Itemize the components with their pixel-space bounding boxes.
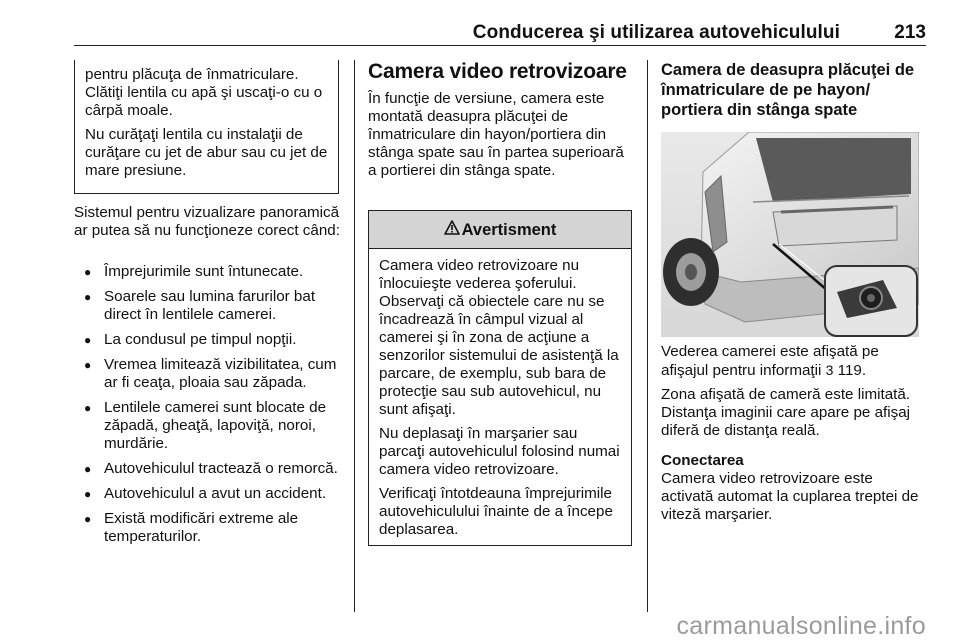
note-paragraph: pentru plăcuţa de înmatriculare. Clătiţi lentila cu apă şi uscaţi-o cu o cârpă moale. xyxy=(85,66,323,119)
connection-subheading: Conectarea xyxy=(661,452,744,469)
column-right xyxy=(661,60,929,530)
warning-paragraph: Nu deplasaţi în marşarier sau parcaţi autovehiculul folosind numai camera video retrovizoare. xyxy=(379,425,620,478)
page-number: 213 xyxy=(894,22,926,43)
warning-paragraph: Camera video retrovizoare nu înlocuieşte vederea şoferului. Observaţi că obiectele care nu se încadrează în câmpul vizual al camerei şi în zona de acţiune a senzorilor sistemului de asistenţă la parcare, de exemplu, sub bara de protecţie sau sub autovehicul, nu sunt afişaţi. xyxy=(379,257,619,418)
section-intro: În funcţie de versiune, camera este montată deasupra plăcuţei de înmatriculare din hayon/portiera din stânga spate sau în partea superioară a portierei din stânga spate. xyxy=(368,90,624,179)
display-info-paragraph: Vederea camerei este afişată pe afişajul pentru informaţii 3 119. xyxy=(661,343,879,379)
warning-paragraph: Verificaţi întotdeauna împrejurimile autovehiculului înainte de a începe deplasarea. xyxy=(379,485,613,538)
rear-camera-illustration xyxy=(661,132,919,337)
warning-box xyxy=(368,210,632,546)
column-divider-2 xyxy=(647,60,648,612)
note-paragraph: Nu curăţaţi lentila cu instalaţii de curăţare cu jet de abur sau cu jet de mare presiune. xyxy=(85,126,328,179)
page-header-title: Conducerea şi utilizarea autovehiculului xyxy=(472,22,840,43)
list-item: ● Vremea limitează vizibilitatea, cum ar fi ceaţa, ploaia sau zăpada. xyxy=(74,356,346,392)
warning-header xyxy=(369,211,631,249)
list-item: ● La condusul pe timpul nopţii. xyxy=(74,331,346,349)
warning-body xyxy=(369,249,631,539)
list-item: ● Autovehiculul a avut un accident. xyxy=(74,485,346,503)
limitations-intro: Sistemul pentru vizualizare panoramică ar putea să nu funcţioneze corect când: xyxy=(74,204,340,239)
activation-paragraph: Camera video retrovizoare este activată automat la cuplarea treptei de viteză marşarier. xyxy=(661,470,919,523)
page-reference-link[interactable]: 119. xyxy=(837,362,867,379)
list-item: ● Împrejurimile sunt întunecate. xyxy=(74,263,346,281)
car-rear-camera-image xyxy=(661,132,919,337)
subsection-heading: Camera de deasupra plăcuţei de înmatriculare de pe hayon/ portiera din stânga spate xyxy=(661,61,915,119)
limited-area-paragraph: Zona afişată de cameră este limitată. Distanţa imaginii care apare pe afişaj diferă de distanţa reală. xyxy=(661,386,911,439)
list-item: ● Soarele sau lumina farurilor bat direct în lentilele camerei. xyxy=(74,288,346,324)
list-item: ● Autovehiculul tractează o remorcă. xyxy=(74,460,346,478)
page-reference-icon: 3 xyxy=(825,362,834,378)
continued-note-box xyxy=(74,60,339,194)
column-middle xyxy=(368,60,632,538)
section-heading: Camera video retrovizoare xyxy=(368,60,627,83)
limitations-list xyxy=(74,263,346,553)
list-item: ● Există modificări extreme ale temperaturilor. xyxy=(74,510,346,546)
warning-title: Avertisment xyxy=(461,220,557,239)
watermark: carmanualsonline.info xyxy=(676,612,926,640)
column-divider-1 xyxy=(354,60,355,612)
warning-triangle-icon xyxy=(444,220,460,239)
list-item: ● Lentilele camerei sunt blocate de zăpadă, gheaţă, lapoviţă, noroi, murdărie. xyxy=(74,399,346,453)
page-header xyxy=(74,0,926,46)
